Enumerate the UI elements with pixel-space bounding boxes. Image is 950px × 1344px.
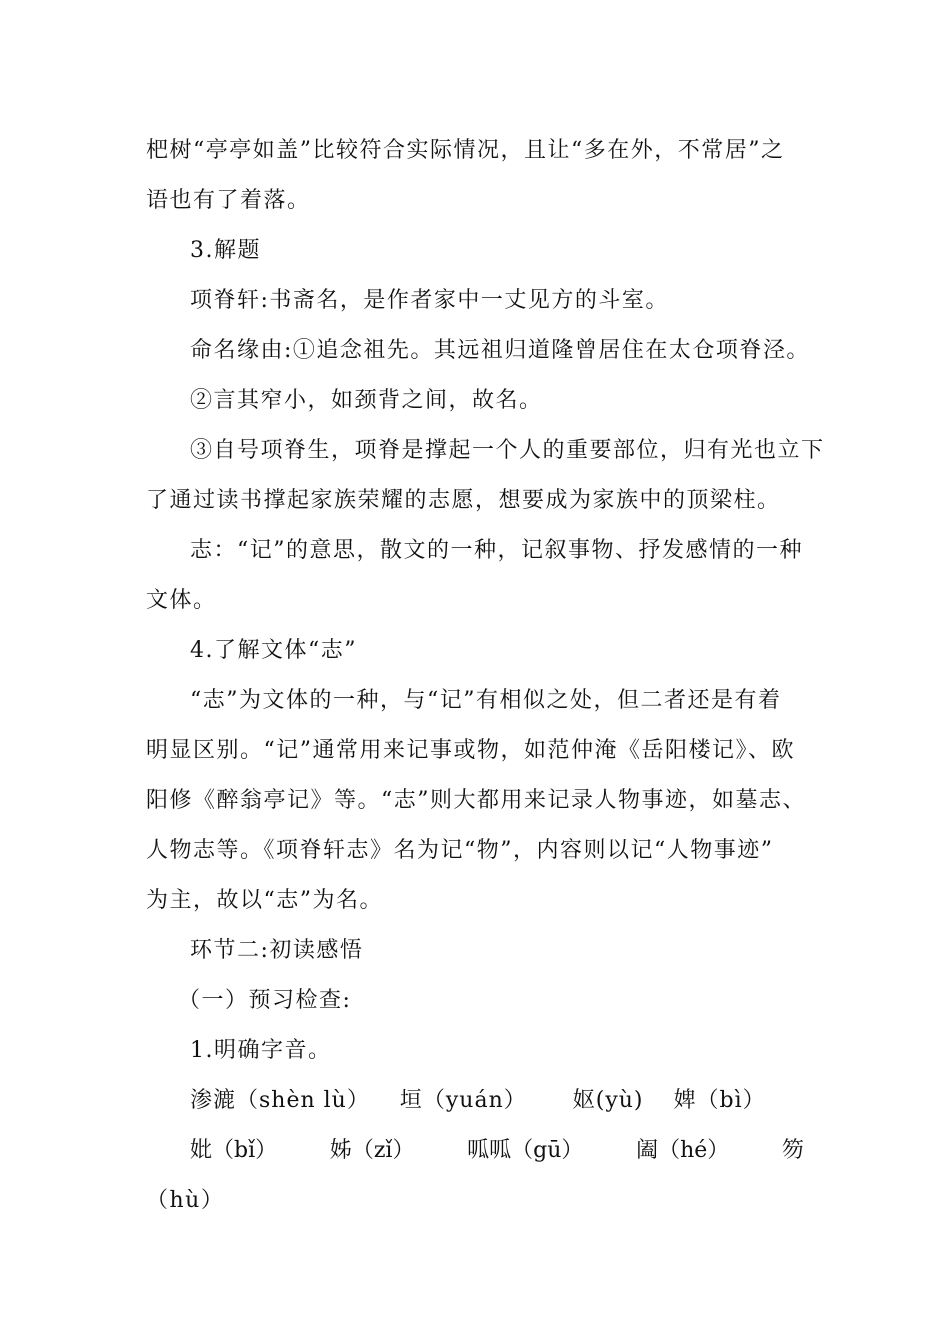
pinyin-item: 阖（hé） bbox=[636, 1138, 730, 1163]
section-heading: 环节二:初读感悟 bbox=[190, 938, 364, 963]
pinyin-row-3: （hù） bbox=[146, 1188, 225, 1213]
pinyin-row-2 bbox=[190, 1136, 804, 1166]
pinyin-item: 渗漉（shèn lù） bbox=[190, 1088, 370, 1113]
body-line: 文体。 bbox=[146, 588, 217, 613]
pinyin-item: 垣（yuán） bbox=[399, 1088, 527, 1113]
pinyin-item: 妣（bǐ） bbox=[190, 1138, 278, 1163]
body-line: 明显区别。“记”通常用来记事或物，如范仲淹《岳阳楼记》、欧 bbox=[146, 738, 795, 763]
body-line: 命名缘由:①追念祖先。其远祖归道隆曾居住在太仓项脊泾。 bbox=[190, 338, 810, 363]
subsection-heading: （一）预习检查: bbox=[178, 988, 352, 1013]
body-line: 为主，故以“志”为名。 bbox=[146, 888, 383, 913]
body-line: 人物志等。《项脊轩志》名为记“物”，内容则以记“人物事迹” bbox=[146, 838, 774, 863]
pinyin-item: 婢（bì） bbox=[673, 1088, 766, 1113]
body-line: ②言其窄小，如颈背之间，故名。 bbox=[190, 388, 543, 413]
body-line: ③自号项脊生，项脊是撑起一个人的重要部位，归有光也立下 bbox=[190, 438, 825, 463]
body-line: 项脊轩:书斋名，是作者家中一丈见方的斗室。 bbox=[190, 288, 669, 313]
section-heading: 4.了解文体“志” bbox=[190, 638, 357, 663]
pinyin-row-1 bbox=[190, 1086, 766, 1116]
body-line: 志：“记”的意思，散文的一种，记叙事物、抒发感情的一种 bbox=[190, 538, 803, 563]
pinyin-item: 妪(yù) bbox=[572, 1088, 644, 1113]
body-line: 了通过读书撑起家族荣耀的志愿，想要成为家族中的顶梁柱。 bbox=[146, 488, 781, 513]
body-line: “志”为文体的一种，与“记”有相似之处，但二者还是有着 bbox=[190, 688, 782, 713]
section-heading: 3.解题 bbox=[190, 238, 261, 263]
body-line: 阳修《醉翁亭记》等。“志”则大都用来记录人物事迹，如墓志、 bbox=[146, 788, 806, 813]
pinyin-item: 笏 bbox=[781, 1138, 804, 1163]
pinyin-item: 姊（zǐ） bbox=[329, 1138, 415, 1163]
list-item-heading: 1.明确字音。 bbox=[190, 1038, 332, 1063]
body-line: 语也有了着落。 bbox=[146, 188, 311, 213]
pinyin-item: 呱呱（gū） bbox=[467, 1138, 584, 1163]
body-line: 杷树“亭亭如盖”比较符合实际情况，且让“多在外，不常居”之 bbox=[146, 138, 785, 163]
